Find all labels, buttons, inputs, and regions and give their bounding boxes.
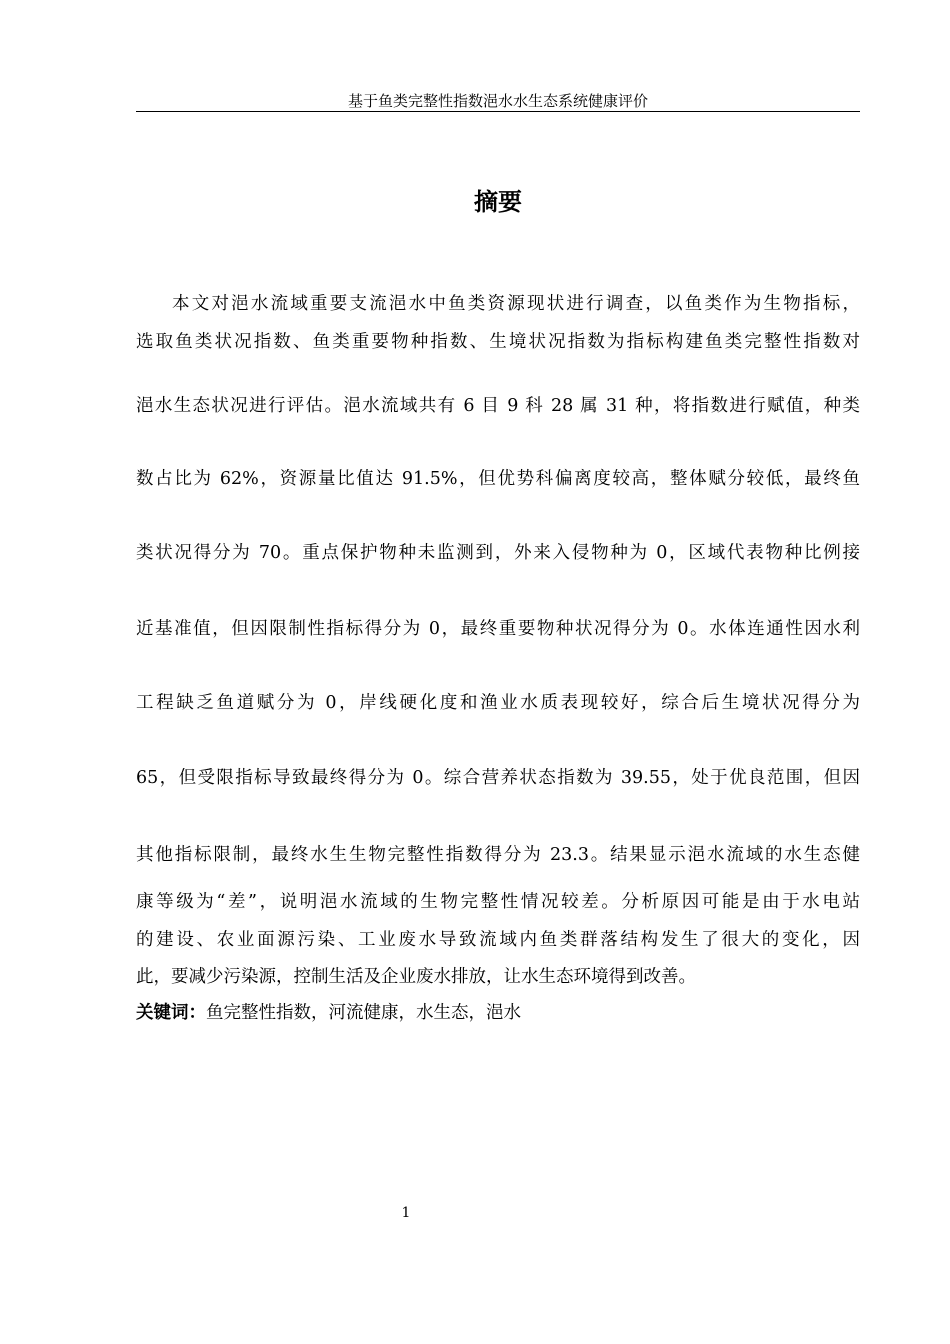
abstract-heading: 摘要 [474,188,522,216]
keywords-text: 鱼完整性指数，河流健康，水生态，浥水 [206,1003,521,1023]
abstract-line: 数占比为 62%，资源量比值达 91.5%，但优势科偏离度较高，整体赋分较低，最终鱼 [136,469,860,489]
running-header: 基于鱼类完整性指数浥水水生态系统健康评价 [347,92,648,110]
abstract-line: 其他指标限制，最终水生生物完整性指数得分为 23.3。结果显示浥水流域的水生态健 [136,845,860,865]
abstract-line: 浥水生态状况进行评估。浥水流域共有 6 目 9 科 28 属 31 种，将指数进行赋值，种类 [136,396,860,416]
abstract-line: 近基准值，但因限制性指标得分为 0，最终重要物种状况得分为 0。水体连通性因水利 [136,619,860,639]
page-number: 1 [401,1205,411,1221]
abstract-line: 的建设、农业面源污染、工业废水导致流域内鱼类群落结构发生了很大的变化，因 [136,930,860,950]
abstract-line: 类状况得分为 70。重点保护物种未监测到，外来入侵物种为 0，区域代表物种比例接 [136,543,860,563]
keywords [136,1000,860,1026]
keywords-label: 关键词： [136,1003,206,1023]
abstract-line: 选取鱼类状况指数、鱼类重要物种指数、生境状况指数为指标构建鱼类完整性指数对 [136,332,860,352]
abstract-line: 康等级为“差”，说明浥水流域的生物完整性情况较差。分析原因可能是由于水电站 [136,892,860,912]
abstract-line: 工程缺乏鱼道赋分为 0，岸线硬化度和渔业水质表现较好，综合后生境状况得分为 [136,693,860,713]
abstract-line: 本文对浥水流域重要支流浥水中鱼类资源现状进行调查，以鱼类作为生物指标， [172,294,860,314]
abstract-line: 此，要减少污染源，控制生活及企业废水排放，让水生态环境得到改善。 [136,967,696,987]
header-rule [136,111,860,112]
abstract-line: 65，但受限指标导致最终得分为 0。综合营养状态指数为 39.55，处于优良范围，但因 [136,768,860,788]
